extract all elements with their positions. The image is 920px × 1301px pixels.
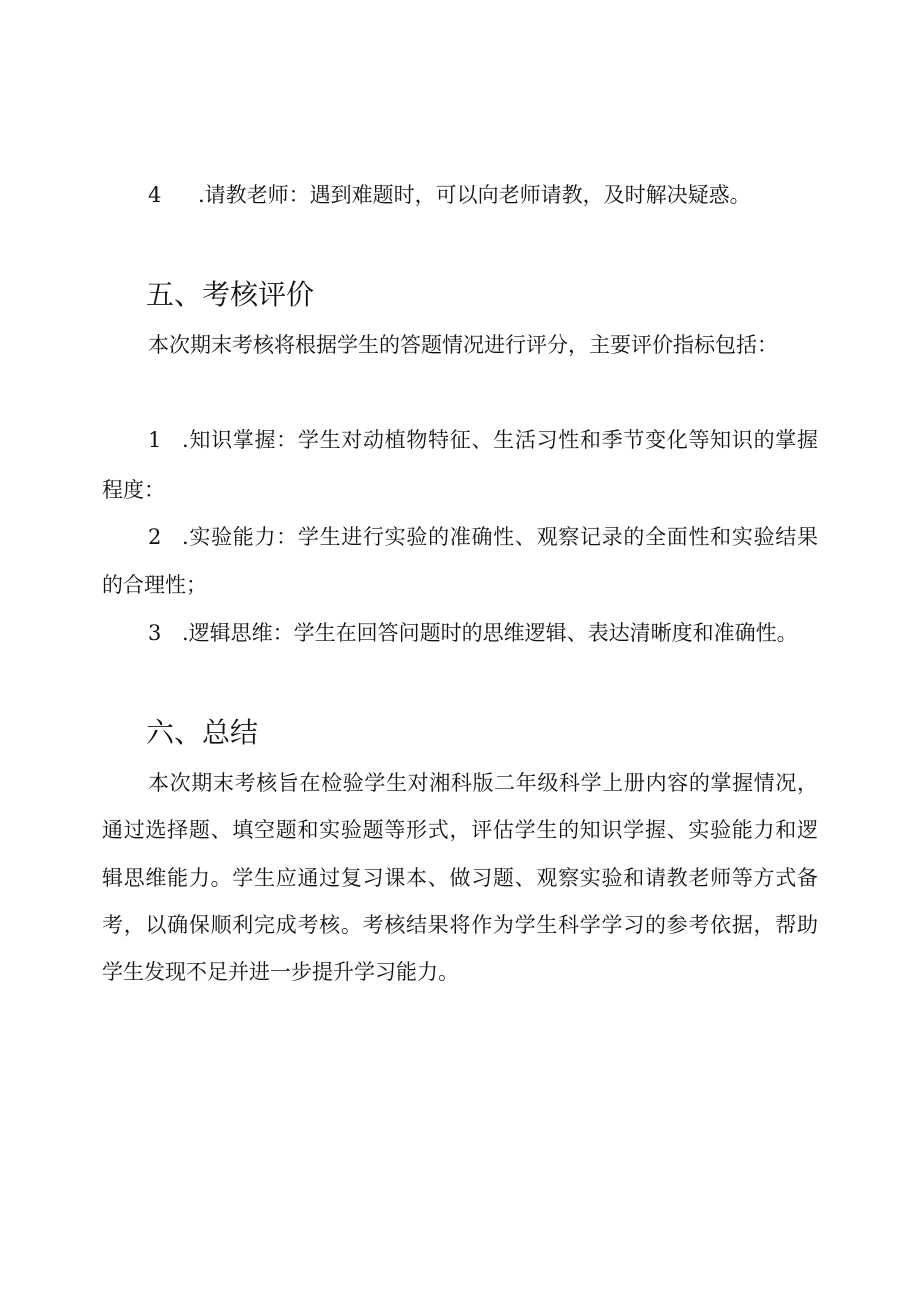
summary-line-5: 学生发现不足并进一步提升学习能力。: [102, 960, 459, 984]
evaluation-item-1-cont: 程度：: [102, 478, 165, 502]
item-text: .知识掌握：学生对动植物特征、生活习性和季节变化等知识的掌握: [182, 428, 818, 452]
section-heading-summary: 六、总结: [146, 716, 259, 749]
item-text: .逻辑思维：学生在回答问题时的思维逻辑、表达清晰度和准确性。: [182, 621, 798, 645]
tip-item-4: [148, 180, 818, 210]
summary-line-2: 通过选择题、填空题和实验题等形式，评估学生的知识学握、实验能力和逻: [102, 818, 818, 842]
item-number: 3: [148, 621, 162, 645]
item-number: 2: [148, 525, 162, 549]
evaluation-item-2: [148, 522, 818, 552]
evaluation-intro: 本次期末考核将根据学生的答题情况进行评分，主要评价指标包括：: [148, 333, 778, 357]
item-number: 4: [148, 183, 162, 207]
section-heading-evaluation: 五、考核评价: [146, 278, 315, 311]
summary-line-4: 考，以确保顺利完成考核。考核结果将作为学生科学学习的参考依据，帮助: [102, 913, 818, 937]
evaluation-item-3: [148, 618, 818, 648]
item-text: .请教老师：遇到难题时，可以向老师请教，及时解决疑惑。: [198, 183, 751, 207]
summary-line-3: 辑思维能力。学生应通过复习课本、做习题、观察实验和请教老师等方式备: [102, 866, 818, 890]
summary-line-1: 本次期末考核旨在检验学生对湘科版二年级科学上册内容的掌握情况，: [148, 771, 818, 795]
item-number: 1: [148, 428, 162, 452]
item-text: .实验能力：学生进行实验的准确性、观察记录的全面性和实验结果: [182, 525, 818, 549]
evaluation-item-1: [148, 425, 818, 455]
evaluation-item-2-cont: 的合理性；: [102, 573, 207, 597]
